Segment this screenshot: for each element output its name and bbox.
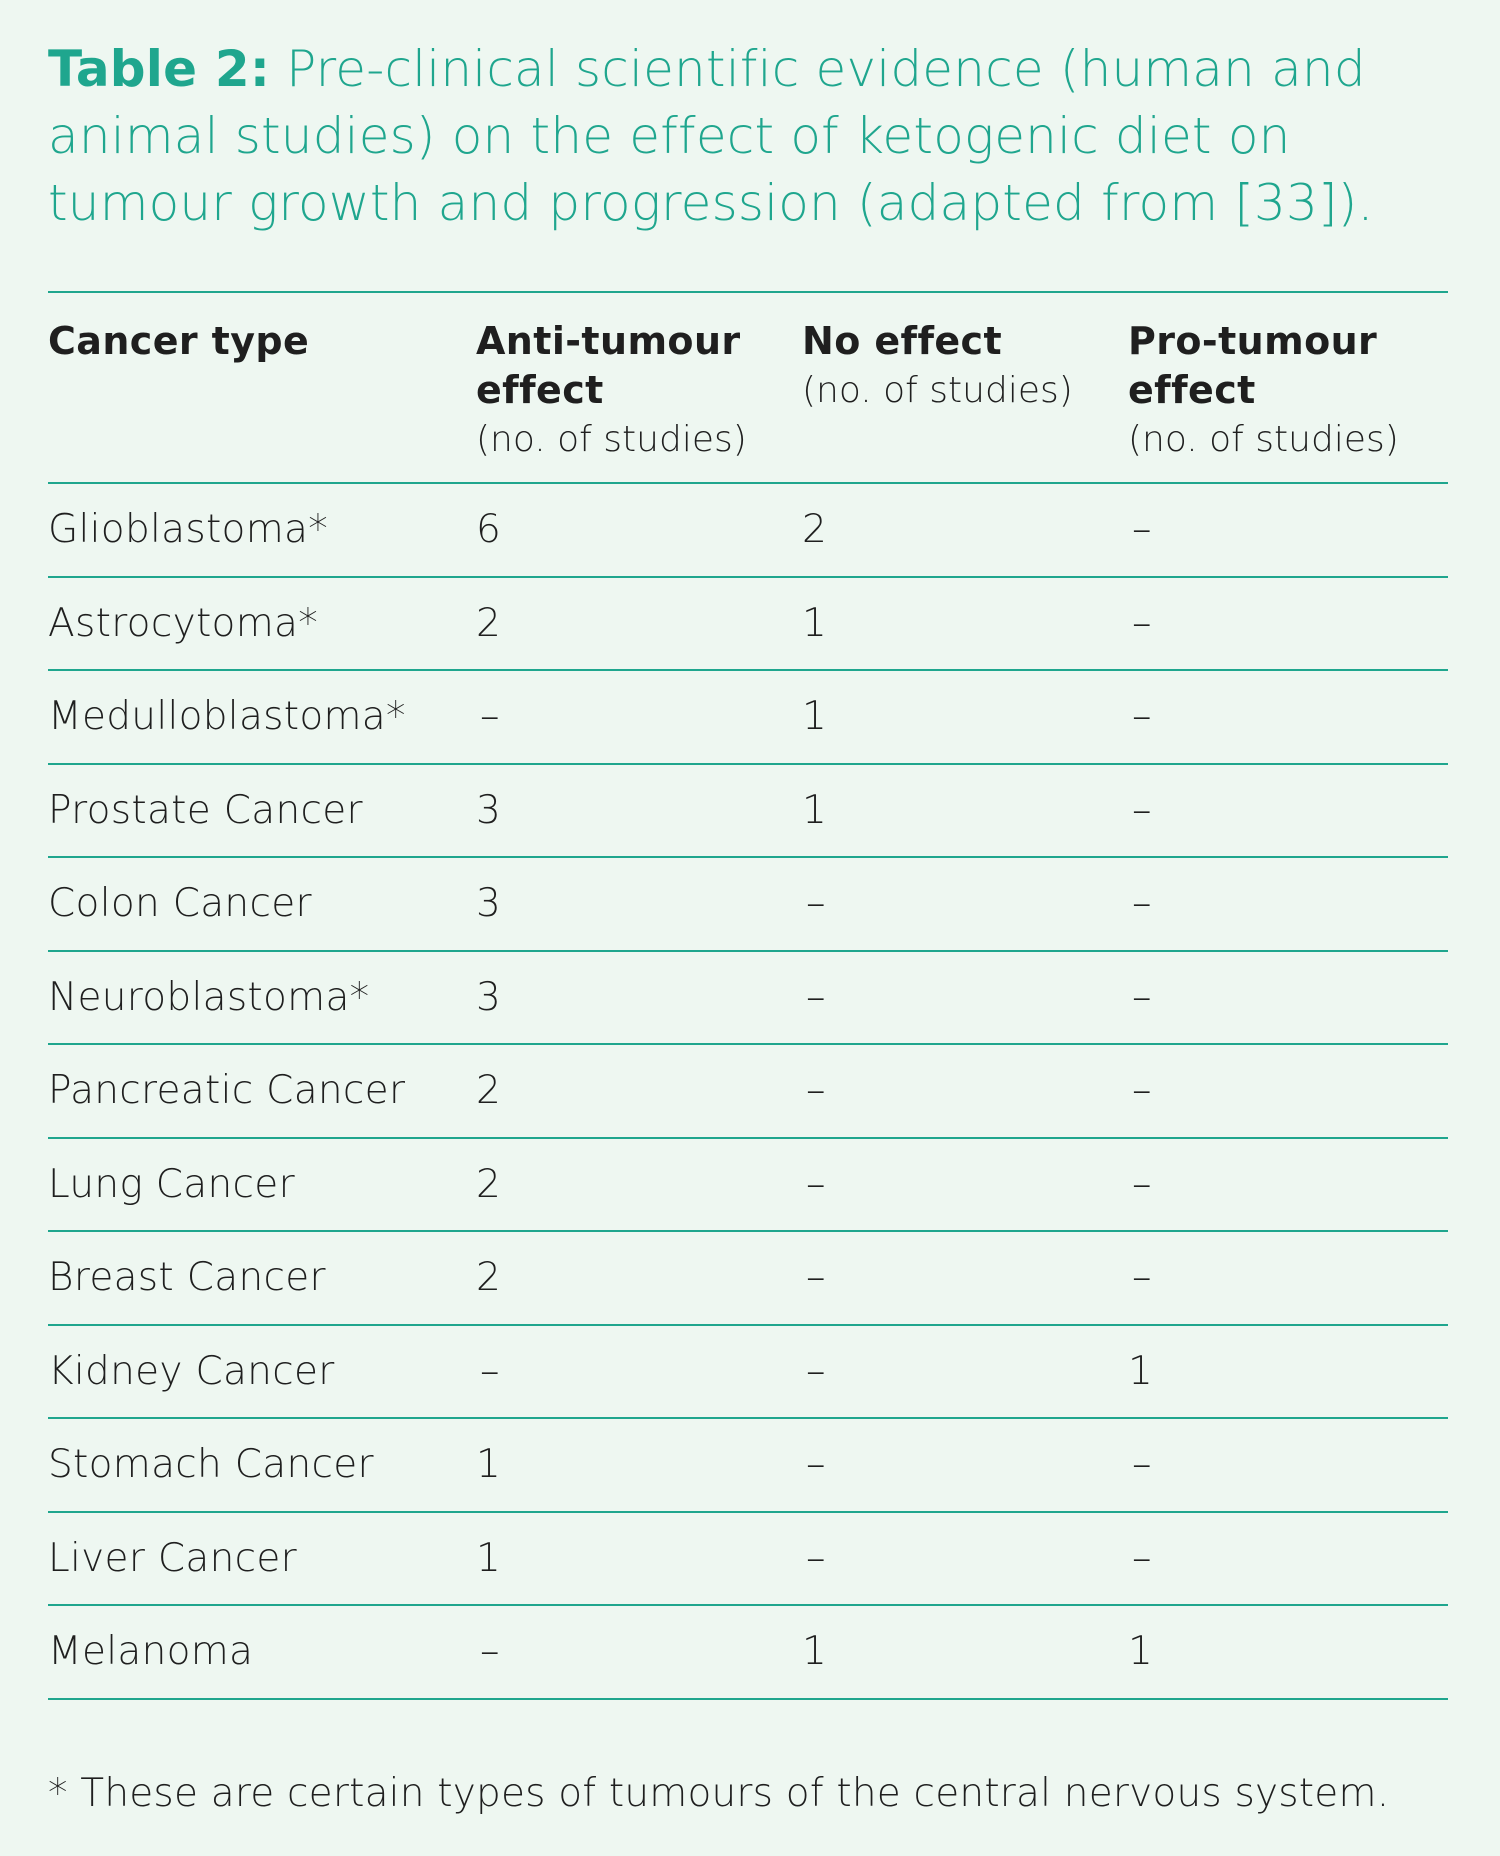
table-row xyxy=(48,1512,1448,1606)
cell-cancer-type: Breast Cancer xyxy=(48,1255,326,1301)
cell-anti-tumour: – xyxy=(480,1348,500,1394)
cell-no-effect: 1 xyxy=(802,1629,828,1675)
header-row xyxy=(48,292,1448,483)
header-anti-tumour xyxy=(476,292,802,483)
cell-cancer-type: Glioblastoma* xyxy=(48,507,329,553)
caption-text: Pre-clinical scientific evidence (human and animal studies) on the effect of ketogenic diet on tumour growth and progression (adapted from [33]). xyxy=(48,40,1374,232)
cell-cancer-type: Medulloblastoma* xyxy=(48,694,406,740)
caption-label: Table 2: xyxy=(48,40,271,98)
table-row xyxy=(48,483,1448,577)
cell-pro-tumour: – xyxy=(1132,787,1152,833)
cell-cancer-type: Neuroblastoma* xyxy=(48,974,370,1020)
table-row xyxy=(48,857,1448,951)
document-page xyxy=(48,36,1448,1816)
header-pro-tumour-title: Pro-tumour effect xyxy=(1128,319,1378,412)
cell-cancer-type: Lung Cancer xyxy=(48,1161,295,1207)
cell-pro-tumour: – xyxy=(1132,881,1152,927)
table-caption xyxy=(48,36,1448,237)
cell-anti-tumour: 3 xyxy=(476,881,502,927)
cell-pro-tumour: 1 xyxy=(1128,1629,1154,1675)
cell-anti-tumour: 6 xyxy=(476,507,502,553)
cell-no-effect: – xyxy=(806,1255,826,1301)
cell-anti-tumour: 2 xyxy=(476,1068,502,1114)
cell-cancer-type: Kidney Cancer xyxy=(48,1348,335,1394)
cell-no-effect: – xyxy=(806,1068,826,1114)
table-row xyxy=(48,1325,1448,1419)
cell-pro-tumour: – xyxy=(1132,1068,1152,1114)
cell-cancer-type: Astrocytoma* xyxy=(48,600,318,646)
header-pro-tumour xyxy=(1128,292,1448,483)
header-no-effect xyxy=(802,292,1128,483)
cell-cancer-type: Colon Cancer xyxy=(48,881,312,927)
cell-anti-tumour: 3 xyxy=(476,974,502,1020)
table-row xyxy=(48,1231,1448,1325)
header-anti-tumour-sub: (no. of studies) xyxy=(476,419,747,460)
cell-no-effect: 1 xyxy=(802,694,828,740)
table-body xyxy=(48,483,1448,1699)
cell-anti-tumour: – xyxy=(480,694,500,740)
table-row xyxy=(48,764,1448,858)
table-row xyxy=(48,670,1448,764)
cell-anti-tumour: 2 xyxy=(476,1161,502,1207)
cell-anti-tumour: 2 xyxy=(476,1255,502,1301)
footnote: * These are certain types of tumours of the central nervous system. xyxy=(48,1771,1390,1816)
header-no-effect-sub: (no. of studies) xyxy=(802,370,1073,411)
cell-no-effect: 1 xyxy=(802,787,828,833)
cell-cancer-type: Liver Cancer xyxy=(48,1535,297,1581)
evidence-table xyxy=(48,291,1448,1700)
cell-anti-tumour: 1 xyxy=(476,1442,502,1488)
cell-no-effect: – xyxy=(806,1348,826,1394)
cell-no-effect: – xyxy=(806,1161,826,1207)
header-pro-tumour-sub: (no. of studies) xyxy=(1128,419,1399,460)
cell-no-effect: – xyxy=(806,974,826,1020)
cell-pro-tumour: 1 xyxy=(1128,1348,1154,1394)
cell-no-effect: – xyxy=(806,881,826,927)
table-row xyxy=(48,577,1448,671)
cell-no-effect: 1 xyxy=(802,600,828,646)
header-cancer-type xyxy=(48,292,476,483)
cell-pro-tumour: – xyxy=(1132,507,1152,553)
table-row xyxy=(48,951,1448,1045)
cell-pro-tumour: – xyxy=(1132,694,1152,740)
cell-no-effect: 2 xyxy=(802,507,828,553)
cell-cancer-type: Stomach Cancer xyxy=(48,1442,374,1488)
cell-pro-tumour: – xyxy=(1132,1442,1152,1488)
cell-anti-tumour: – xyxy=(480,1629,500,1675)
cell-cancer-type: Melanoma xyxy=(48,1629,254,1675)
table-header xyxy=(48,292,1448,483)
table-row xyxy=(48,1418,1448,1512)
header-anti-tumour-title: Anti-tumour effect xyxy=(476,319,741,412)
cell-pro-tumour: – xyxy=(1132,974,1152,1020)
cell-anti-tumour: 1 xyxy=(476,1535,502,1581)
cell-pro-tumour: – xyxy=(1132,1161,1152,1207)
cell-pro-tumour: – xyxy=(1132,1535,1152,1581)
cell-anti-tumour: 2 xyxy=(476,600,502,646)
header-no-effect-title: No effect xyxy=(802,319,1003,363)
cell-pro-tumour: – xyxy=(1132,1255,1152,1301)
cell-no-effect: – xyxy=(806,1442,826,1488)
table-row xyxy=(48,1044,1448,1138)
cell-cancer-type: Prostate Cancer xyxy=(48,787,363,833)
cell-pro-tumour: – xyxy=(1132,600,1152,646)
table-row xyxy=(48,1605,1448,1699)
cell-cancer-type: Pancreatic Cancer xyxy=(48,1068,406,1114)
header-cancer-type-title: Cancer type xyxy=(48,319,310,363)
cell-anti-tumour: 3 xyxy=(476,787,502,833)
table-row xyxy=(48,1138,1448,1232)
cell-no-effect: – xyxy=(806,1535,826,1581)
